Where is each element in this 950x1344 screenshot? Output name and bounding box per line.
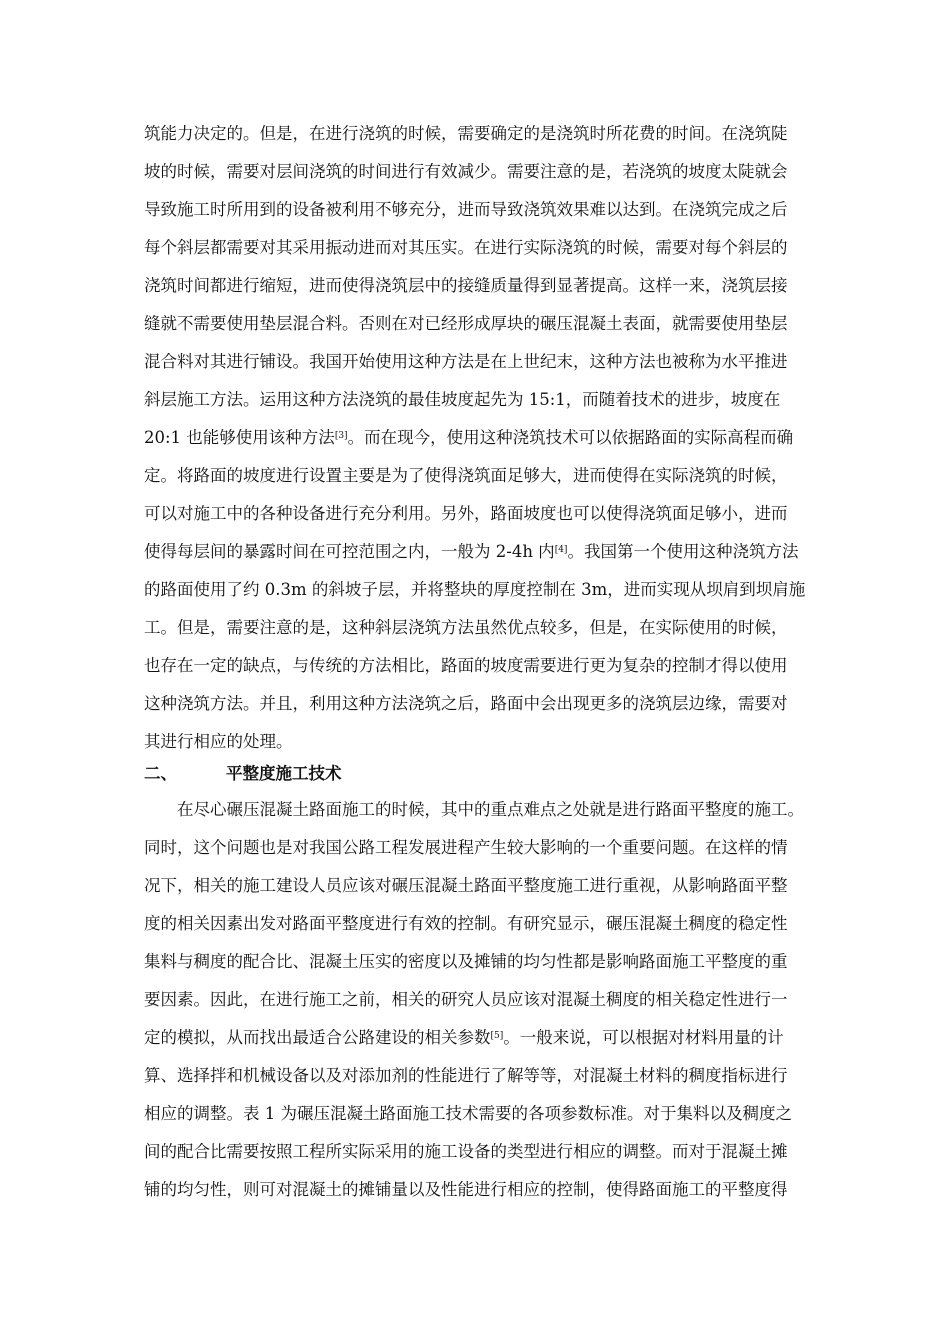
paragraph-line: 缝就不需要使用垫层混合料。否则在对已经形成厚块的碾压混凝土表面，就需要使用垫层	[144, 314, 788, 333]
paragraph-line: 导致施工时所用到的设备被利用不够充分，进而导致浇筑效果难以达到。在浇筑完成之后	[144, 200, 788, 219]
paragraph-line	[144, 542, 816, 562]
paragraph-line: 在尽心碾压混凝土路面施工的时候，其中的重点难点之处就是进行路面平整度的施工。	[177, 800, 804, 819]
paragraph-line: 间的配合比需要按照工程所实际采用的施工设备的类型进行相应的调整。而对于混凝土摊	[144, 1142, 788, 1161]
paragraph-line: 斜层施工方法。运用这种方法浇筑的最佳坡度起先为 15:1，而随着技术的进步，坡度在	[144, 390, 781, 409]
paragraph-line	[144, 428, 816, 448]
section-title: 平整度施工技术	[226, 764, 342, 783]
paragraph-line: 度的相关因素出发对路面平整度进行有效的控制。有研究显示，碾压混凝土稠度的稳定性	[144, 914, 788, 933]
paragraph-line: 其进行相应的处理。	[144, 732, 293, 751]
paragraph-line: 铺的均匀性，则可对混凝土的摊铺量以及性能进行相应的控制，使得路面施工的平整度得	[144, 1180, 788, 1199]
paragraph-line	[144, 1028, 816, 1048]
line-text: 20:1 也能够使用该种方法	[144, 428, 335, 447]
paragraph-line: 定。将路面的坡度进行设置主要是为了使得浇筑面足够大，进而使得在实际浇筑的时候，	[144, 466, 788, 485]
paragraph-line: 的路面使用了约 0.3m 的斜坡子层，并将整块的厚度控制在 3m，进而实现从坝肩到坝肩施	[144, 580, 806, 599]
citation-ref[interactable]: [3]	[334, 431, 348, 441]
paragraph-line: 相应的调整。表 1 为碾压混凝土路面施工技术需要的各项参数标准。对于集料以及稠度之	[144, 1104, 792, 1123]
paragraph-line: 混合料对其进行铺设。我国开始使用这种方法是在上世纪末，这种方法也被称为水平推进	[144, 352, 788, 371]
paragraph-line: 这种浇筑方法。并且，利用这种方法浇筑之后，路面中会出现更多的浇筑层边缘，需要对	[144, 694, 788, 713]
paragraph-line: 况下，相关的施工建设人员应该对碾压混凝土路面平整度施工进行重视，从影响路面平整	[144, 876, 788, 895]
paragraph-line: 浇筑时间都进行缩短，进而使得浇筑层中的接缝质量得到显著提高。这样一来，浇筑层接	[144, 276, 788, 295]
paragraph-line: 要因素。因此，在进行施工之前，相关的研究人员应该对混凝土稠度的相关稳定性进行一	[144, 990, 788, 1009]
line-text: 使得每层间的暴露时间在可控范围之内，一般为 2-4h 内	[144, 542, 555, 561]
paragraph-line: 工。但是，需要注意的是，这种斜层浇筑方法虽然优点较多，但是，在实际使用的时候，	[144, 618, 788, 637]
line-text: 。我国第一个使用这种浇筑方法	[567, 542, 799, 561]
citation-ref[interactable]: [5]	[490, 1031, 504, 1041]
paragraph-line: 集料与稠度的配合比、混凝土压实的密度以及摊铺的均匀性都是影响路面施工平整度的重	[144, 952, 788, 971]
line-text: 。而在现今，使用这种浇筑技术可以依据路面的实际高程而确	[347, 428, 794, 447]
paragraph-line: 算、选择拌和机械设备以及对添加剂的性能进行了解等等，对混凝土材料的稠度指标进行	[144, 1066, 788, 1085]
citation-ref[interactable]: [4]	[554, 545, 568, 555]
paragraph-line: 筑能力决定的。但是，在进行浇筑的时候，需要确定的是浇筑时所花费的时间。在浇筑陡	[144, 124, 788, 143]
line-text: 定的模拟，从而找出最适合公路建设的相关参数	[144, 1028, 491, 1047]
section-number: 二、	[144, 764, 177, 783]
line-text: 。一般来说，可以根据对材料用量的计	[503, 1028, 784, 1047]
paragraph-line: 每个斜层都需要对其采用振动进而对其压实。在进行实际浇筑的时候，需要对每个斜层的	[144, 238, 788, 257]
paragraph-line: 也存在一定的缺点，与传统的方法相比，路面的坡度需要进行更为复杂的控制才得以使用	[144, 656, 788, 675]
section-heading	[144, 764, 342, 784]
paragraph-line: 可以对施工中的各种设备进行充分利用。另外，路面坡度也可以使得浇筑面足够小，进而	[144, 504, 788, 523]
paragraph-line: 同时，这个问题也是对我国公路工程发展进程产生较大影响的一个重要问题。在这样的情	[144, 838, 788, 857]
paragraph-line: 坡的时候，需要对层间浇筑的时间进行有效减少。需要注意的是，若浇筑的坡度太陡就会	[144, 162, 788, 181]
